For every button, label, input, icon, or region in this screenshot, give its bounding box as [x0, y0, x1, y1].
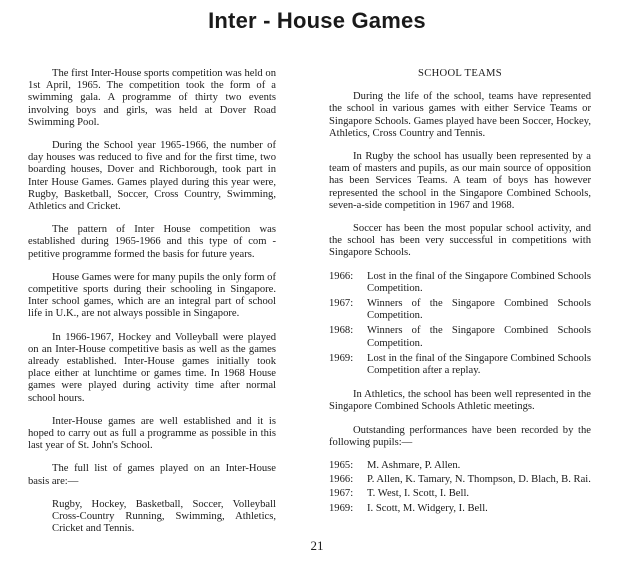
result-item [329, 353, 591, 377]
pupil-names: T. West, I. Scott, I. Bell. [367, 488, 470, 500]
paragraph: Outstanding performances have been recorded by the following pupils:— [329, 424, 591, 448]
page-title: Inter - House Games [208, 8, 426, 33]
pupil-year: 1967: [329, 488, 354, 500]
paragraph: The pattern of Inter House competition was established during 1965-1966 and this type of com -petitive programme formed the basis for future years. [28, 224, 276, 260]
result-year: 1968: [329, 325, 354, 337]
pupil-names: M. Ashmare, P. Allen. [367, 460, 461, 472]
section-heading: SCHOOL TEAMS [418, 68, 502, 79]
pupils-list [329, 460, 591, 515]
paragraph: During the life of the school, teams have represented the school in various games with either Service Teams or Singapore Schools. Games played have been Soccer, Hockey, Athletics, Cross Country and Tennis. [329, 91, 591, 139]
paragraph: In Athletics, the school has been well represented in the Singapore Combined Schools Athletic meetings. [329, 389, 591, 413]
result-item [329, 271, 591, 295]
pupil-names: I. Scott, M. Widgery, I. Bell. [367, 502, 488, 514]
result-text: Lost in the final of the Singapore Combined Schools Competition. [367, 270, 591, 294]
pupil-year: 1965: [329, 460, 354, 472]
paragraph: In Rugby the school has usually been represented by a team of masters and pupils, as our main source of opposition has been Services Teams. A team of boys has however represented the school in the Singapore Combined Schools, seven-a-side competition in 1967 and 1968. [329, 151, 591, 211]
pupil-item [329, 460, 591, 472]
right-column [329, 68, 591, 527]
result-item [329, 298, 591, 322]
pupil-names: P. Allen, K. Tamary, N. Thompson, D. Blach, B. Rai. [367, 474, 591, 486]
result-year: 1966: [329, 270, 354, 282]
result-year: 1969: [329, 352, 354, 364]
page-number: 21 [310, 538, 324, 553]
paragraph: The full list of games played on an Inter-House basis are:— [28, 463, 276, 487]
result-text: Winners of the Singapore Combined Schools Competition. [367, 325, 591, 349]
paragraph: Inter-House games are well established and it is hoped to carry out as full a programme as possible in this last year of St. John's School. [28, 415, 276, 452]
result-year: 1967: [329, 298, 354, 310]
games-list: Rugby, Hockey, Basketball, Soccer, Volleyball Cross-Country Running, Swimming, Athletics, Cricket and Tennis. [52, 498, 276, 535]
result-text: Winners of the Singapore Combined Schools Competition. [367, 298, 591, 322]
pupil-item [329, 503, 591, 515]
result-text: Lost in the final of the Singapore Combined Schools Competition after a replay. [367, 352, 591, 377]
pupil-year: 1969: [329, 502, 354, 514]
paragraph: Soccer has been the most popular school activity, and the school has been very successful in competitions with Singapore Schools. [329, 223, 591, 259]
soccer-results-list [329, 271, 591, 378]
pupil-item [329, 488, 591, 500]
result-item [329, 325, 591, 349]
pupil-item [329, 474, 591, 486]
paragraph: The first Inter-House sports competition was held on 1st April, 1965. The competition took the form of a swimming gala. A programme of thirty two events involving boys and girls, was held at Dover Road Swimming Pool. [28, 68, 276, 128]
paragraph: House Games were for many pupils the only form of competitive sports during their schooling in Singapore. Inter school games, which are an integral part of school life in U.K., are not always possible in Singapore. [28, 271, 276, 320]
paragraph: During the School year 1965-1966, the number of day houses was reduced to five and for the first time, two boarding houses, Dover and Richborough, took part in Inter House Games. Games played during this year were, Rugby, Basketball, Soccer, Cross Country, Swimming, Athletics and Cricket. [28, 140, 276, 213]
left-column [28, 68, 276, 547]
pupil-year: 1966: [329, 474, 354, 486]
paragraph: In 1966-1967, Hockey and Volleyball were played on an Inter-House competitive basis as well as the games already established. Inter-House games initially took place either at lunchtime or games time. In 1968 House games were played during activity time after normal school hours. [28, 331, 276, 404]
